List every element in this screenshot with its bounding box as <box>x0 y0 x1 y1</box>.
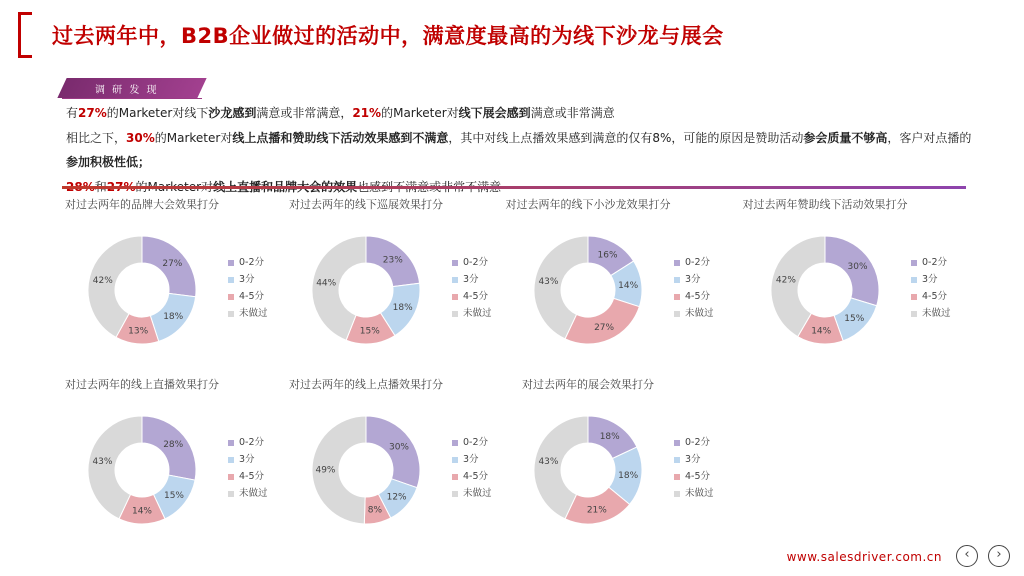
legend-item <box>674 254 714 271</box>
legend-swatch <box>674 474 680 480</box>
data-label: 42% <box>775 275 796 286</box>
data-label: 43% <box>92 457 113 468</box>
chart-title: 对过去两年赞助线下活动效果打分 <box>742 198 908 211</box>
chart-legend <box>911 254 951 322</box>
data-label: 12% <box>386 492 407 503</box>
legend-swatch <box>452 474 458 480</box>
donut-chart <box>256 196 496 356</box>
chart-title: 对过去两年的线上直播效果打分 <box>65 378 219 391</box>
legend-item <box>911 254 951 271</box>
legend-swatch <box>911 311 917 317</box>
legend-swatch <box>228 491 234 497</box>
finding-segment: 的Marketer对 <box>381 106 459 120</box>
chart-title: 对过去两年的品牌大会效果打分 <box>65 198 219 211</box>
chevron-right-icon[interactable]: › <box>988 545 1010 567</box>
legend-swatch <box>452 457 458 463</box>
legend-label: 3分 <box>239 454 255 465</box>
finding-segment: 满意或非常满意， <box>256 106 353 120</box>
finding-segment: 线下展会感到 <box>458 106 531 120</box>
data-label: 49% <box>315 465 336 476</box>
data-label: 23% <box>382 255 403 266</box>
legend-label: 4-5分 <box>463 291 489 302</box>
legend-label: 3分 <box>463 274 479 285</box>
chart-title: 对过去两年的展会效果打分 <box>522 378 654 391</box>
finding-segment: ，其中对线上点播效果感到满意的仅有8%，可能的原因是赞助活动 <box>448 130 804 145</box>
donut-chart <box>32 376 272 536</box>
data-label: 30% <box>847 261 868 272</box>
legend-swatch <box>228 440 234 446</box>
legend-item <box>674 451 714 468</box>
chart-title: 对过去两年的线上点播效果打分 <box>289 378 443 391</box>
data-label: 43% <box>538 457 559 468</box>
legend-label: 0-2分 <box>239 257 265 268</box>
donut-svg <box>256 214 476 356</box>
data-label: 18% <box>618 471 639 482</box>
data-label: 43% <box>538 277 559 288</box>
legend-item <box>674 305 714 322</box>
data-label: 8% <box>367 505 383 516</box>
chart-title: 对过去两年的线下巡展效果打分 <box>289 198 443 211</box>
data-label: 14% <box>618 280 639 291</box>
finding-segment: 相比之下， <box>66 130 127 145</box>
data-label: 44% <box>316 278 337 289</box>
donut-svg <box>32 214 252 356</box>
legend-label: 未做过 <box>239 308 268 319</box>
legend-swatch <box>452 294 458 300</box>
legend-swatch <box>674 491 680 497</box>
data-label: 15% <box>844 313 865 324</box>
legend-label: 0-2分 <box>463 437 489 448</box>
legend-swatch <box>911 294 917 300</box>
legend-item <box>674 271 714 288</box>
legend-label: 0-2分 <box>239 437 265 448</box>
legend-swatch <box>228 311 234 317</box>
legend-label: 未做过 <box>685 488 714 499</box>
chart-legend <box>674 254 714 322</box>
legend-swatch <box>674 440 680 446</box>
legend-label: 未做过 <box>922 308 951 319</box>
legend-swatch <box>452 260 458 266</box>
data-label: 18% <box>392 303 413 314</box>
donut-chart <box>478 376 718 536</box>
legend-item <box>674 288 714 305</box>
data-label: 18% <box>163 311 184 322</box>
legend-swatch <box>452 491 458 497</box>
donut-chart <box>256 376 496 536</box>
section-divider <box>62 186 966 189</box>
legend-item <box>674 485 714 502</box>
finding-line <box>66 126 976 175</box>
legend-swatch <box>228 294 234 300</box>
data-label: 15% <box>359 326 380 337</box>
legend-swatch <box>452 440 458 446</box>
legend-swatch <box>228 277 234 283</box>
legend-swatch <box>228 457 234 463</box>
data-label: 21% <box>586 505 607 516</box>
footer-url[interactable]: www.salesdriver.com.cn <box>786 550 942 564</box>
legend-label: 0-2分 <box>685 257 711 268</box>
data-label: 13% <box>128 326 149 337</box>
findings-tag-underline <box>62 98 202 99</box>
legend-swatch <box>674 311 680 317</box>
data-label: 14% <box>811 326 832 337</box>
data-label: 27% <box>162 259 183 270</box>
donut-svg <box>32 394 252 536</box>
finding-segment: 有 <box>66 106 79 120</box>
legend-swatch <box>674 457 680 463</box>
legend-swatch <box>452 311 458 317</box>
legend-label: 未做过 <box>239 488 268 499</box>
finding-segment: 满意或非常满意 <box>530 106 615 120</box>
finding-segment: 30% <box>126 130 155 145</box>
donut-svg <box>715 214 935 356</box>
findings-tag-label: 调 研 发 现 <box>95 85 159 96</box>
legend-swatch <box>452 277 458 283</box>
legend-swatch <box>674 260 680 266</box>
legend-swatch <box>228 260 234 266</box>
legend-label: 未做过 <box>685 308 714 319</box>
legend-item <box>911 305 951 322</box>
donut-chart <box>478 196 718 356</box>
legend-label: 0-2分 <box>922 257 948 268</box>
legend-label: 4-5分 <box>685 291 711 302</box>
legend-label: 0-2分 <box>463 257 489 268</box>
legend-label: 3分 <box>463 454 479 465</box>
legend-label: 3分 <box>685 454 701 465</box>
donut-svg <box>256 394 476 536</box>
data-label: 18% <box>599 431 620 442</box>
legend-swatch <box>674 294 680 300</box>
finding-segment: 参会质量不够高 <box>803 130 888 145</box>
donut-slice-4-5分 <box>565 298 639 344</box>
donut-svg <box>478 214 698 356</box>
finding-segment: 参加积极性低； <box>66 155 151 169</box>
donut-chart <box>715 196 955 356</box>
legend-label: 未做过 <box>463 488 492 499</box>
data-label: 28% <box>163 440 184 451</box>
finding-line <box>66 101 976 126</box>
legend-label: 4-5分 <box>685 471 711 482</box>
findings-text <box>66 101 976 199</box>
legend-label: 3分 <box>685 274 701 285</box>
finding-segment: 21% <box>352 106 382 120</box>
finding-segment: 的Marketer对线下 <box>106 106 209 120</box>
legend-label: 3分 <box>239 274 255 285</box>
finding-segment: 的Marketer对 <box>154 130 233 145</box>
title-bracket <box>18 12 32 58</box>
page-title: 过去两年中，B2B企业做过的活动中，满意度最高的为线下沙龙与展会 <box>52 24 724 48</box>
donut-svg <box>478 394 698 536</box>
legend-swatch <box>911 277 917 283</box>
data-label: 27% <box>594 323 615 334</box>
data-label: 30% <box>388 442 409 453</box>
legend-label: 4-5分 <box>922 291 948 302</box>
chart-title: 对过去两年的线下小沙龙效果打分 <box>505 198 671 211</box>
legend-item <box>911 288 951 305</box>
finding-segment: 线上点播和赞助线下活动效果感到不满意 <box>232 130 449 145</box>
legend-item <box>674 434 714 451</box>
finding-segment: 沙龙感到 <box>208 106 257 120</box>
data-label: 16% <box>597 250 618 261</box>
legend-label: 4-5分 <box>463 471 489 482</box>
legend-item <box>911 271 951 288</box>
legend-item <box>674 468 714 485</box>
donut-chart <box>32 196 272 356</box>
legend-label: 3分 <box>922 274 938 285</box>
finding-segment: 27% <box>78 106 107 120</box>
legend-label: 0-2分 <box>685 437 711 448</box>
chart-legend <box>674 434 714 502</box>
finding-segment: ，客户对点播的 <box>887 130 972 145</box>
data-label: 15% <box>163 490 185 501</box>
legend-label: 4-5分 <box>239 471 265 482</box>
legend-label: 4-5分 <box>239 291 265 302</box>
data-label: 42% <box>92 275 113 286</box>
legend-swatch <box>911 260 917 266</box>
legend-swatch <box>674 277 680 283</box>
legend-swatch <box>228 474 234 480</box>
legend-label: 未做过 <box>463 308 492 319</box>
chevron-left-icon[interactable]: ‹ <box>956 545 978 567</box>
data-label: 14% <box>131 506 153 517</box>
